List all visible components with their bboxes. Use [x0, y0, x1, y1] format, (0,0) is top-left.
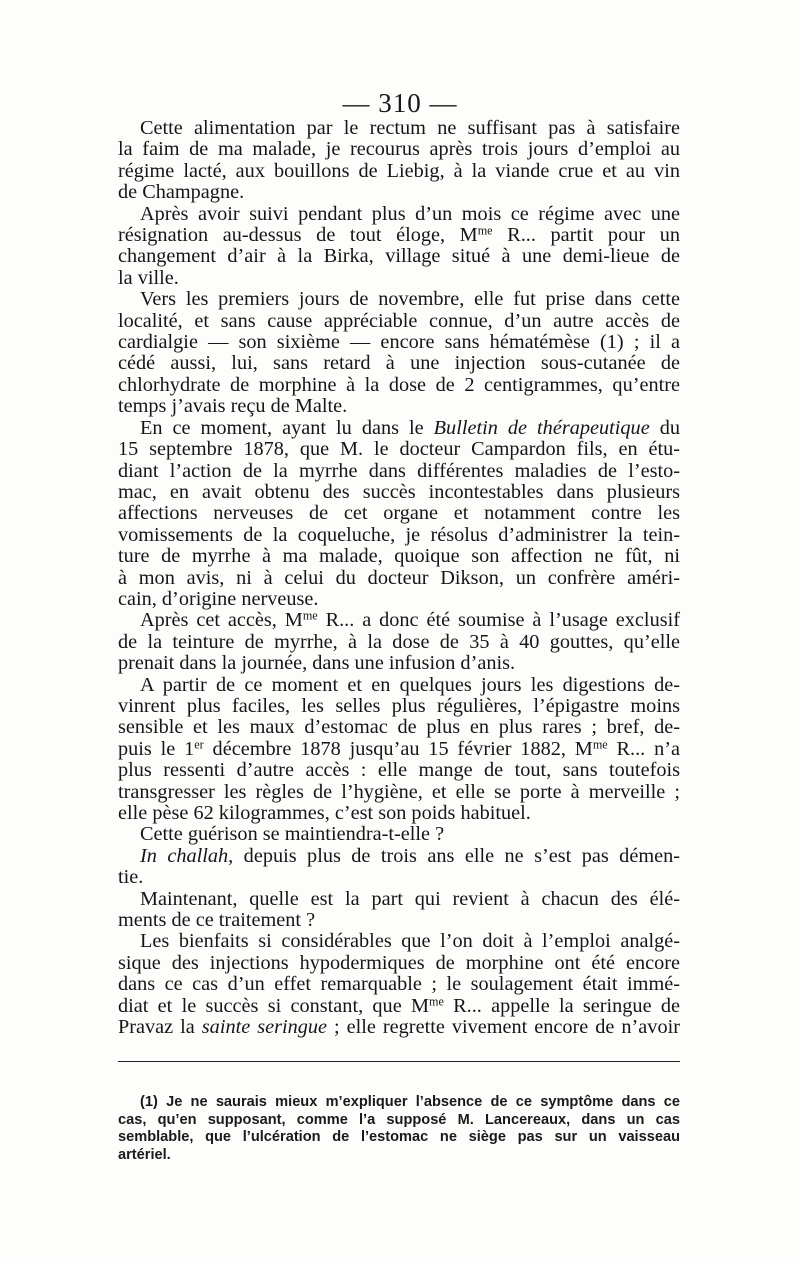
text-segment: R... a donc été soumise à l’usage exclusif	[317, 609, 680, 632]
footnote-line: semblable, que l’ulcération de l’estomac ne siège pas sur un vaisseau	[118, 1129, 680, 1145]
paragraph-10	[118, 931, 680, 1038]
text-line: Vers les premiers jours de novembre, elle fut prise dans cette	[140, 288, 680, 311]
footnote	[118, 1094, 680, 1164]
text-line: Les bienfaits si considérables que l’on doit à l’emploi analgé-	[140, 930, 680, 953]
abbrev-superscript: me	[302, 608, 318, 623]
text-line: régime lacté, aux bouillons de Liebig, à la viande crue et au vin	[118, 159, 680, 182]
text-segment: Après cet accès, M	[140, 609, 303, 632]
text-line: vinrent plus faciles, les selles plus régulières, l’épigastre moins	[118, 694, 680, 717]
text-line: localité, et sans cause appréciable connue, d’un autre accès de	[118, 309, 680, 332]
text-line: elle pèse 62 kilogrammes, c’est son poids habituel.	[118, 802, 531, 824]
text-line: vomissements de la coqueluche, je résolus d’administrer la tein-	[118, 523, 680, 546]
text-line: affections nerveuses de cet organe et notamment contre les	[118, 502, 680, 525]
text-line	[118, 846, 680, 867]
text-line: tie.	[118, 866, 144, 889]
text-segment: résignation au-dessus de tout éloge, M	[118, 224, 478, 247]
text-segment: , depuis plus de trois ans elle ne s’est pas démen-	[228, 844, 680, 867]
paragraph-4	[118, 418, 680, 611]
text-line: ture de myrrhe à ma malade, quoique son affection ne fût, ni	[118, 545, 680, 568]
text-line: 15 septembre 1878, que M. le docteur Campardon fils, en étu-	[118, 438, 680, 461]
paragraph-5	[118, 610, 680, 674]
text-line: plus ressenti d’autre accès : elle mange de tout, sans toutefois	[118, 759, 680, 782]
page-number: — 310 —	[342, 88, 458, 118]
text-segment: En ce moment, ayant lu dans le	[140, 416, 434, 439]
text-line: Cette alimentation par le rectum ne suffisant pas à satisfaire	[140, 117, 680, 139]
text-line: diant l’action de la myrrhe dans différentes maladies de l’esto-	[118, 459, 680, 482]
footnote-divider	[118, 1061, 680, 1062]
text-segment: Pravaz la	[118, 1016, 202, 1039]
text-line: chlorhydrate de morphine à la dose de 2 centigrammes, qu’entre	[118, 373, 680, 396]
text-line: Cette guérison se maintiendra-t-elle ?	[140, 823, 445, 846]
text-line: dans ce cas d’un effet remarquable ; le soulagement était immé-	[118, 973, 680, 996]
text-segment: R... appelle la seringue de	[443, 994, 680, 1017]
text-line	[118, 610, 680, 631]
paragraph-8	[118, 846, 680, 889]
text-segment: ; elle regrette vivement encore de n’avoir	[327, 1016, 680, 1039]
text-line: cardialgie — son sixième — encore sans hématémèse (1) ; il a	[118, 331, 680, 354]
abbrev-superscript: me	[429, 993, 444, 1008]
text-line	[118, 1017, 680, 1038]
text-segment: R... n’a	[607, 737, 680, 760]
text-line: mac, en avait obtenu des succès incontestables dans plusieurs	[118, 480, 680, 503]
footnote-line: cas, qu’en supposant, comme l’a supposé M. Lancereaux, dans un cas	[118, 1111, 680, 1128]
paragraph-2	[118, 204, 680, 290]
text-line	[118, 418, 680, 439]
text-segment: puis le 1	[118, 737, 195, 760]
abbrev-superscript: me	[477, 223, 493, 238]
text-segment: du	[649, 416, 680, 439]
footnote-line: (1) Je ne saurais mieux m’expliquer l’absence de ce symptôme dans ce	[140, 1094, 680, 1110]
italic-phrase: sainte seringue	[201, 1016, 328, 1039]
text-line	[118, 739, 680, 760]
text-segment: R... partit pour un	[492, 224, 680, 247]
italic-phrase: In challah	[140, 844, 229, 867]
text-line: la ville.	[118, 266, 179, 289]
text-segment: décembre 1878 jusqu’au 15 février 1882, M	[203, 737, 593, 760]
paragraph-1	[118, 118, 680, 204]
text-line: sique des injections hypodermiques de morphine ont été encore	[118, 951, 680, 974]
text-line: Maintenant, quelle est la part qui revient à chacun des élé-	[140, 887, 680, 910]
text-line: changement d’air à la Birka, village situé à une demi-lieue de	[118, 245, 680, 268]
paragraph-7	[118, 824, 680, 845]
text-line: à mon avis, ni à celui du docteur Dikson, un confrère améri-	[118, 566, 680, 589]
paragraph-3	[118, 289, 680, 417]
paragraph-6	[118, 675, 680, 825]
ordinal-superscript: er	[194, 737, 204, 752]
footnote-line: artériel.	[118, 1146, 171, 1163]
text-line: de Champagne.	[118, 181, 245, 204]
text-segment: diat et le succès si constant, que M	[118, 994, 429, 1017]
text-line: prenait dans la journée, dans une infusion d’anis.	[118, 652, 516, 675]
text-line	[118, 993, 680, 1017]
text-line: Après avoir suivi pendant plus d’un mois ce régime avec une	[140, 202, 680, 225]
text-line: ments de ce traitement ?	[118, 909, 316, 932]
paragraph-9	[118, 889, 680, 932]
text-line: temps j’avais reçu de Malte.	[118, 395, 348, 418]
text-line: de la teinture de myrrhe, à la dose de 35 à 40 gouttes, qu’elle	[118, 630, 680, 653]
text-line: A partir de ce moment et en quelques jours les digestions de-	[140, 673, 680, 696]
journal-title: Bulletin de thérapeutique	[433, 416, 650, 439]
body-text	[118, 118, 680, 1038]
text-line: cain, d’origine nerveuse.	[118, 587, 319, 610]
text-line: transgresser les règles de l’hygiène, et elle se porte à merveille ;	[118, 780, 680, 803]
text-line: sensible et les maux d’estomac de plus en plus rares ; bref, de-	[118, 716, 680, 739]
text-line: cédé aussi, lui, sans retard à une injection sous-cutanée de	[118, 352, 680, 375]
text-line: la faim de ma malade, je recourus après trois jours d’emploi au	[118, 138, 680, 161]
text-line	[118, 225, 680, 246]
abbrev-superscript: me	[592, 737, 608, 752]
